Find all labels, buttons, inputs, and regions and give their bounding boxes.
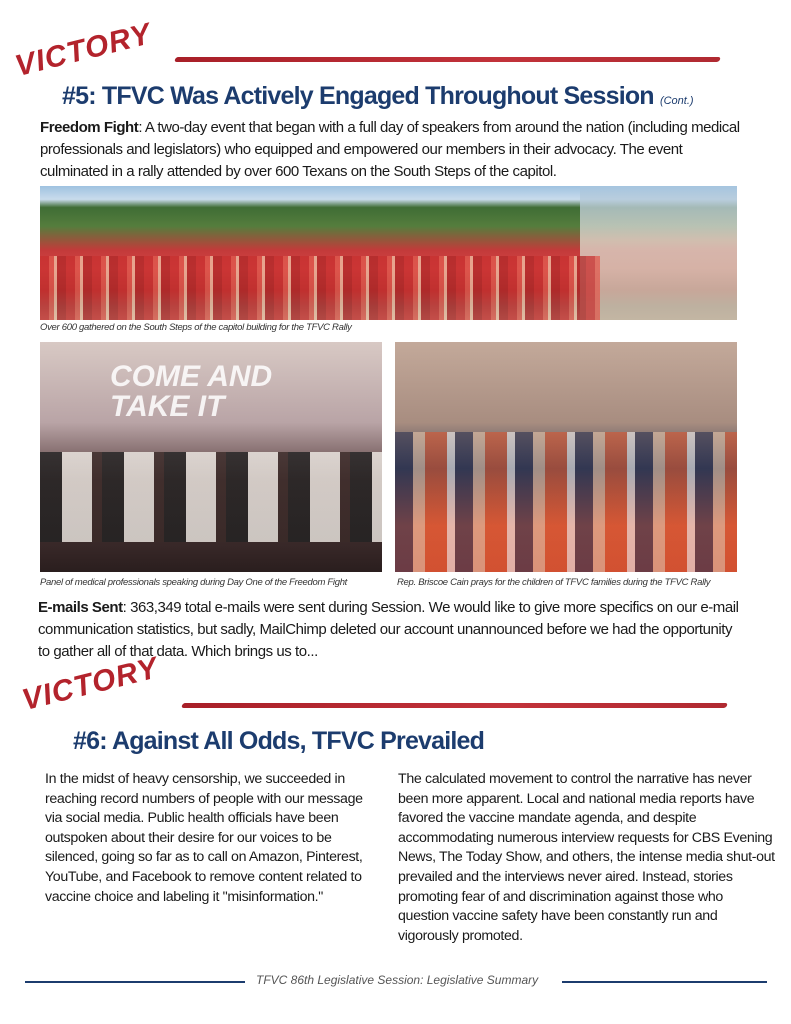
crowd	[395, 432, 737, 572]
panel-photo	[40, 342, 382, 572]
photo1-caption: Over 600 gathered on the South Steps of the capitol building for the TFVC Rally	[40, 322, 352, 333]
photo3-caption: Rep. Briscoe Cain prays for the children of TFVC families during the TFVC Rally	[397, 577, 711, 588]
section6-column-right: The calculated movement to control the narrative has never been more apparent. Local and national media reports have favored the vaccine mandate agenda, and despite accommodating numerous interview requests for CBS Evening News, The Today Show, and others, the intense media shut-out prevailed and the interviews never aired. Instead, stories promoting fear of and discrimination against those who question vaccine safety have been constantly run and vigorously promoted.	[398, 771, 775, 944]
section5-title-text: #5: TFVC Was Actively Engaged Throughout Session	[62, 82, 654, 110]
red-divider	[174, 57, 721, 62]
banner-text: COME AND TAKE IT	[110, 360, 273, 423]
footer-rule-right	[562, 981, 767, 983]
rally-photo	[40, 186, 737, 320]
title-suffix: (Cont.)	[659, 95, 694, 107]
footer-text: TFVC 86th Legislative Session: Legislative Summary	[256, 973, 539, 987]
red-divider	[181, 703, 728, 708]
victory-label: VICTORY	[11, 17, 155, 84]
freedom-fight-paragraph	[40, 117, 740, 183]
emails-text: : 363,349 total e-mails were sent during Session. We would like to give more specifics on our e-mail communication statistics, but sadly, MailChimp deleted our account unannounced before we had the opportunity to gather all of that data. Which brings us to...	[38, 599, 739, 660]
crowd	[40, 256, 600, 320]
freedom-fight-label: Freedom Fight	[40, 119, 139, 136]
panelists	[40, 452, 382, 542]
footer-rule-left	[25, 981, 245, 983]
section6-column-left: In the midst of heavy censorship, we succeeded in reaching record numbers of people with our message via social media. Public health officials have been outspoken about their desire for our voices to be silenced, going so far as to call on Amazon, Pinterest, YouTube, and Facebook to remove content related to vaccine choice and labeling it "misinformation."	[45, 771, 363, 905]
emails-label: E-mails Sent	[38, 599, 123, 616]
capitol-steps	[580, 186, 737, 320]
section6-title: #6: Against All Odds, TFVC Prevailed	[73, 727, 485, 755]
prayer-photo	[395, 342, 737, 572]
victory-label: VICTORY	[18, 651, 162, 718]
photo2-caption: Panel of medical professionals speaking during Day One of the Freedom Fight	[40, 577, 348, 588]
freedom-fight-text: : A two-day event that began with a full day of speakers from around the nation (including medical professionals and legislators) who equipped and empowered our members in their advocacy. The event culminated in a rally attended by over 600 Texans on the South Steps of the capitol.	[40, 119, 740, 180]
section5-title	[62, 82, 694, 111]
